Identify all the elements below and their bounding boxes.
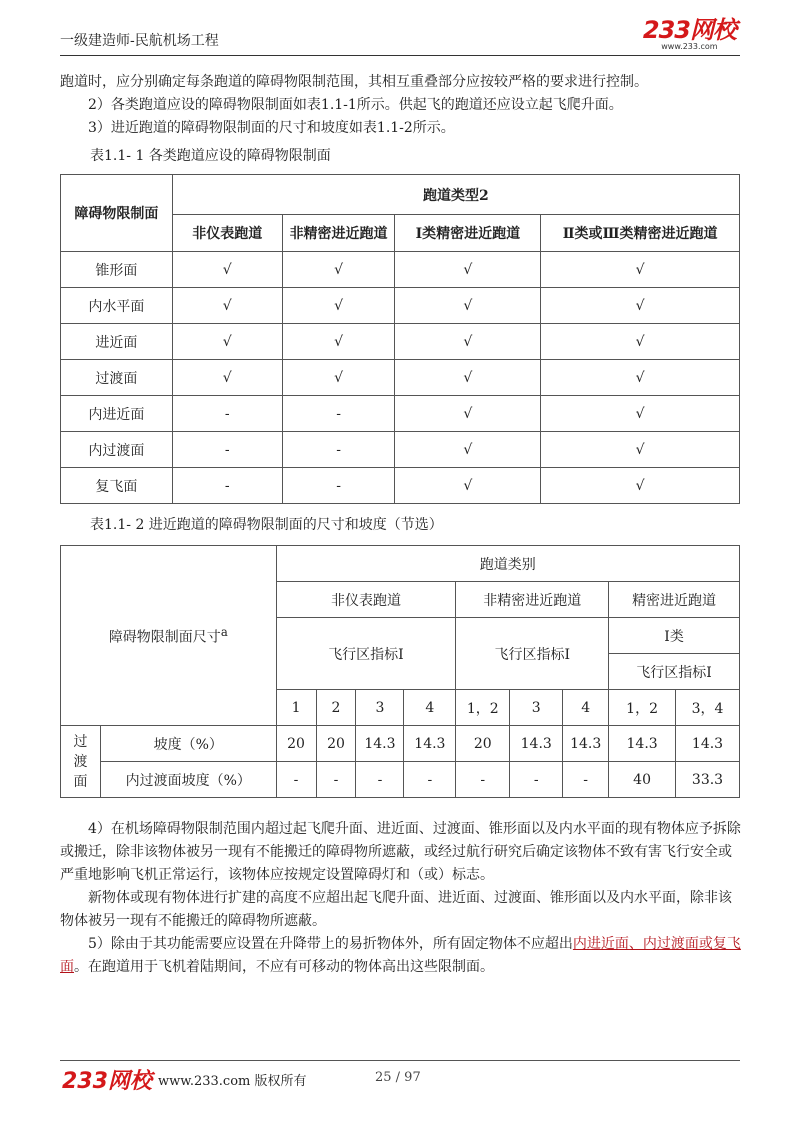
highlighted-term: 内进近面、内过渡面或复飞面 — [60, 936, 741, 975]
footer-copyright: www.233.com 版权所有 — [158, 1074, 307, 1089]
footer-logo: 233网校 — [62, 1069, 152, 1094]
table-cell: - — [316, 762, 356, 798]
table1-group-header: 跑道类型2 — [172, 175, 739, 215]
table2-type-header: 非仪表跑道 — [276, 582, 456, 618]
row-header: 复飞面 — [61, 468, 173, 504]
table2-caption: 表1.1- 2 进近跑道的障碍物限制面的尺寸和坡度（节选） — [90, 517, 443, 533]
table-cell: √ — [541, 360, 740, 396]
table2-code-header: 2 — [316, 690, 356, 726]
paragraph: 新物体或现有物体进行扩建的高度不应超出起飞爬升面、进近面、过渡面、锥形面以及内水平面，除非该物体被另一现有不能搬迁的障碍物所遮蔽。 — [60, 890, 732, 929]
paragraph-text: 5）除由于其功能需要应设置在升降带上的易折物体外，所有固定物体不应超出 — [88, 936, 573, 952]
table-cell: - — [282, 396, 395, 432]
paragraph-text: 。在跑道用于飞机着陆期间，不应有可移动的物体高出这些限制面。 — [74, 959, 494, 975]
table-cell: √ — [541, 324, 740, 360]
table-cell: √ — [395, 432, 541, 468]
table-cell: 33.3 — [676, 762, 740, 798]
table-cell: 14.3 — [404, 726, 456, 762]
table2-code-header: 4 — [563, 690, 609, 726]
table1-col-header: 非仪表跑道 — [172, 215, 282, 252]
table-cell: - — [356, 762, 404, 798]
table2-type-header: 非精密进近跑道 — [456, 582, 609, 618]
table-cell: √ — [395, 468, 541, 504]
table-cell: √ — [541, 396, 740, 432]
table-cell: 14.3 — [563, 726, 609, 762]
paragraph: 2）各类跑道应设的障碍物限制面如表1.1-1所示。供起飞的跑道还应设立起飞爬升面。 — [88, 97, 623, 113]
table-cell: 20 — [456, 726, 510, 762]
table-cell: 40 — [609, 762, 676, 798]
footer-divider — [60, 1060, 740, 1061]
table-cell: - — [282, 468, 395, 504]
table-cell: √ — [541, 432, 740, 468]
table-cell: √ — [395, 396, 541, 432]
table-row — [61, 396, 740, 432]
table2-index-header: 飞行区指标Ⅰ — [456, 618, 609, 690]
table1-col-header: Ⅱ类或Ⅲ类精密进近跑道 — [541, 215, 740, 252]
document-header-title: 一级建造师-民航机场工程 — [60, 33, 219, 49]
table-cell: - — [563, 762, 609, 798]
table2-code-header: 1 — [276, 690, 316, 726]
table-cell: √ — [541, 252, 740, 288]
table2-type-header: 精密进近跑道 — [609, 582, 740, 618]
table2-index-header: 飞行区指标Ⅰ — [276, 618, 456, 690]
table-cell: 20 — [316, 726, 356, 762]
table-row — [61, 432, 740, 468]
table2-corner-header — [61, 546, 277, 726]
table2-runway-class-header: 跑道类别 — [276, 546, 739, 582]
table-cell: √ — [282, 288, 395, 324]
table-cell: - — [276, 762, 316, 798]
table-cell: √ — [541, 468, 740, 504]
table-row — [61, 468, 740, 504]
table-cell: √ — [172, 288, 282, 324]
paragraph: 跑道时，应分别确定每条跑道的障碍物限制范围，其相互重叠部分应按较严格的要求进行控制。 — [60, 74, 648, 90]
paragraph: 4）在机场障碍物限制范围内超过起飞爬升面、进近面、过渡面、锥形面以及内水平面的现有物体应予拆除或搬迁，除非该物体被另一现有不能搬迁的障碍物所遮蔽，或经过航行研究后确定该物体不致有害飞行安全或严重地影响飞机正常运行，该物体应按规定设置障碍灯和（或）标志。 — [60, 821, 741, 883]
table1-col-header: 非精密进近跑道 — [282, 215, 395, 252]
table2-code-header: 3，4 — [676, 690, 740, 726]
table-cell: - — [404, 762, 456, 798]
table-row — [61, 726, 740, 762]
table-cell: √ — [395, 360, 541, 396]
table-cell: √ — [172, 360, 282, 396]
table-cell: √ — [282, 324, 395, 360]
table-cell: 20 — [276, 726, 316, 762]
row-header: 内过渡面 — [61, 432, 173, 468]
table2-code-header: 1，2 — [609, 690, 676, 726]
table2-code-header: 3 — [356, 690, 404, 726]
paragraph: 3）进近跑道的障碍物限制面的尺寸和坡度如表1.1-2所示。 — [88, 120, 455, 136]
table-cell: - — [172, 396, 282, 432]
table-cell: √ — [541, 288, 740, 324]
brand-logo-text: 233网校 — [642, 16, 736, 44]
table-obstacle-surfaces — [60, 174, 740, 504]
table-cell: √ — [282, 360, 395, 396]
row-header: 内过渡面坡度（%） — [100, 762, 276, 798]
table-cell: - — [456, 762, 510, 798]
row-header: 内水平面 — [61, 288, 173, 324]
table-row — [61, 762, 740, 798]
footnote-marker: a — [220, 624, 228, 639]
table-cell: - — [172, 468, 282, 504]
table2-group-label: 过渡面 — [61, 726, 101, 798]
table-row — [61, 324, 740, 360]
table2-code-header: 4 — [404, 690, 456, 726]
table-cell: 14.3 — [356, 726, 404, 762]
table2-code-header: 1，2 — [456, 690, 510, 726]
row-header: 坡度（%） — [100, 726, 276, 762]
header-divider — [60, 55, 740, 56]
table-cell: √ — [395, 252, 541, 288]
table1-col-header: Ⅰ类精密进近跑道 — [395, 215, 541, 252]
closing-text — [60, 818, 742, 979]
brand-logo-url: www.233.com — [661, 42, 718, 51]
table1-caption: 表1.1- 1 各类跑道应设的障碍物限制面 — [90, 148, 331, 164]
table-cell: √ — [282, 252, 395, 288]
table-row — [61, 252, 740, 288]
table1-corner-header: 障碍物限制面 — [61, 175, 173, 252]
table-cell: √ — [172, 324, 282, 360]
paragraph — [60, 933, 742, 979]
table-cell: 14.3 — [609, 726, 676, 762]
table2-code-header: 3 — [510, 690, 563, 726]
table-approach-surface-dimensions — [60, 545, 740, 798]
row-header: 进近面 — [61, 324, 173, 360]
intro-text — [60, 71, 742, 140]
row-header: 锥形面 — [61, 252, 173, 288]
table2-corner-label: 障碍物限制面尺寸 — [108, 629, 221, 646]
table-cell: - — [510, 762, 563, 798]
table-row — [61, 288, 740, 324]
table-cell: - — [172, 432, 282, 468]
table-row — [61, 360, 740, 396]
row-header: 过渡面 — [61, 360, 173, 396]
table-cell: √ — [172, 252, 282, 288]
table-cell: √ — [395, 324, 541, 360]
table2-precision-cat-header: Ⅰ类 — [609, 618, 740, 654]
page-number: 25 / 97 — [375, 1070, 421, 1085]
row-header: 内进近面 — [61, 396, 173, 432]
table2-index-header: 飞行区指标Ⅰ — [609, 654, 740, 690]
table-cell: 14.3 — [676, 726, 740, 762]
brand-logo — [643, 18, 736, 52]
table-cell: - — [282, 432, 395, 468]
table-cell: √ — [395, 288, 541, 324]
table-cell: 14.3 — [510, 726, 563, 762]
